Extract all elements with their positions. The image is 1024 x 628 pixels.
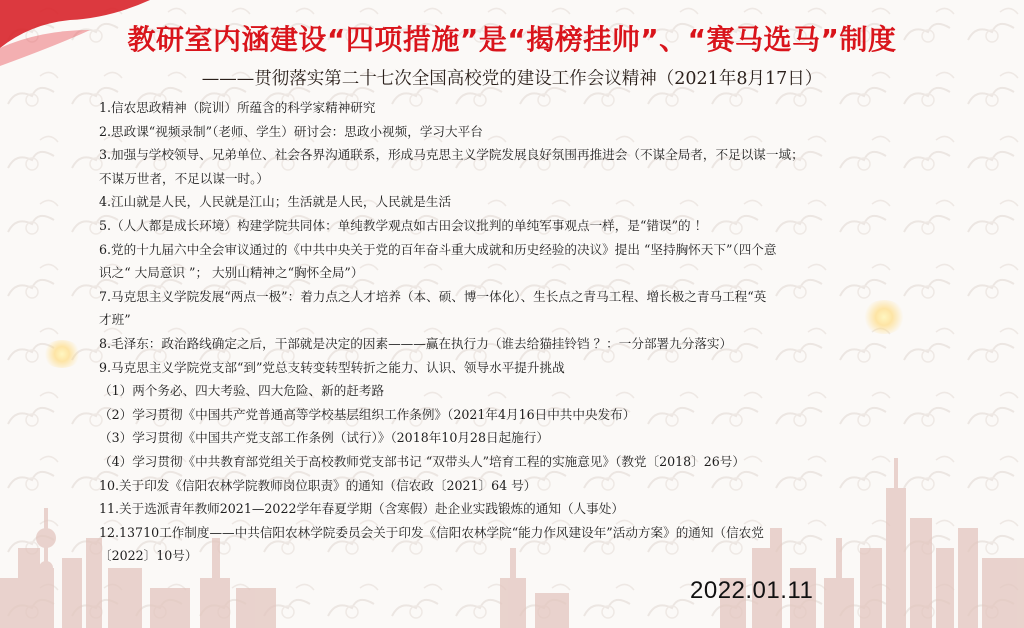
- list-item: 5.（人人都是成长环境）构建学院共同体：单纯教学观点如古田会议批判的单纯军事观点一样，是“错误”的 ！: [99, 217, 708, 233]
- list-item: 11.关于选派青年教师2021—2022学年春夏学期（含寒假）赴企业实践锻炼的通知（人事处）: [99, 501, 624, 517]
- list-item: 4.江山就是人民，人民就是江山；生活就是人民，人民就是生活: [99, 194, 452, 210]
- light-flare: [42, 340, 82, 368]
- list-item: 识之“ 大局意识 ”； 大别山精神之“胸怀全局”）: [99, 265, 364, 281]
- page-subtitle: ———贯彻落实第二十七次全国高校党的建设工作会议精神（2021年8月17日）: [201, 69, 823, 89]
- date-stamp: 2022.01.11: [690, 577, 814, 604]
- list-item: （2）学习贯彻《中国共产党普通高等学校基层组织工作条例》（2021年4月16日中共中央发布）: [99, 406, 636, 422]
- list-item: 6.党的十九届六中全会审议通过的《中共中央关于党的百年奋斗重大成就和历史经验的决议》提出 “坚持胸怀天下”（四个意: [99, 241, 777, 257]
- list-item: 〔2022〕10号）: [99, 548, 198, 564]
- list-item: （3）学习贯彻《中国共产党支部工作条例（试行）》（2018年10月28日起施行）: [99, 430, 549, 446]
- list-item: 9.马克思主义学院党支部“到”党总支转变转型转折之能力、认识、领导水平提升挑战: [99, 359, 565, 375]
- list-item: 才班”: [99, 312, 131, 328]
- list-item: 不谋万世者，不足以谋一时。）: [99, 170, 270, 186]
- list-item: （1）两个务必、四大考验、四大危险、新的赶考路: [99, 383, 385, 399]
- list-item: 3.加强与学校领导、兄弟单位、社会各界沟通联系，形成马克思主义学院发展良好氛围再推进会（不谋全局者，不足以谋一域；: [99, 147, 804, 163]
- list-item: （4）学习贯彻《中共教育部党组关于高校教师党支部书记 “双带头人”培育工程的实施意见》（教党〔2018〕26号）: [99, 453, 745, 469]
- list-item: 8.毛泽东：政治路线确定之后，干部就是决定的因素———赢在执行力（谁去给猫挂铃铛 ？：一分部署九分落实）: [99, 335, 733, 351]
- list-item: 12.13710工作制度——中共信阳农林学院委员会关于印发《信阳农林学院“能力作风建设年”活动方案》的通知（信农党: [99, 524, 764, 540]
- list-item: 2.思政课“视频录制”（老师、学生）研讨会：思政小视频，学习大平台: [99, 123, 483, 139]
- list-item: 1.信农思政精神（院训）所蕴含的科学家精神研究: [99, 100, 376, 115]
- page-title: 教研室内涵建设“四项措施”是“揭榜挂帅”、“赛马选马”制度: [127, 23, 897, 56]
- list-item: 10.关于印发《信阳农林学院教师岗位职责》的通知（信农政〔2021〕64 号）: [99, 477, 537, 493]
- item-list: [99, 96, 974, 568]
- list-item: 7.马克思主义学院发展“两点一极”：着力点之人才培养（本、硕、博一体化）、生长点之青马工程、增长极之青马工程“英: [99, 288, 767, 304]
